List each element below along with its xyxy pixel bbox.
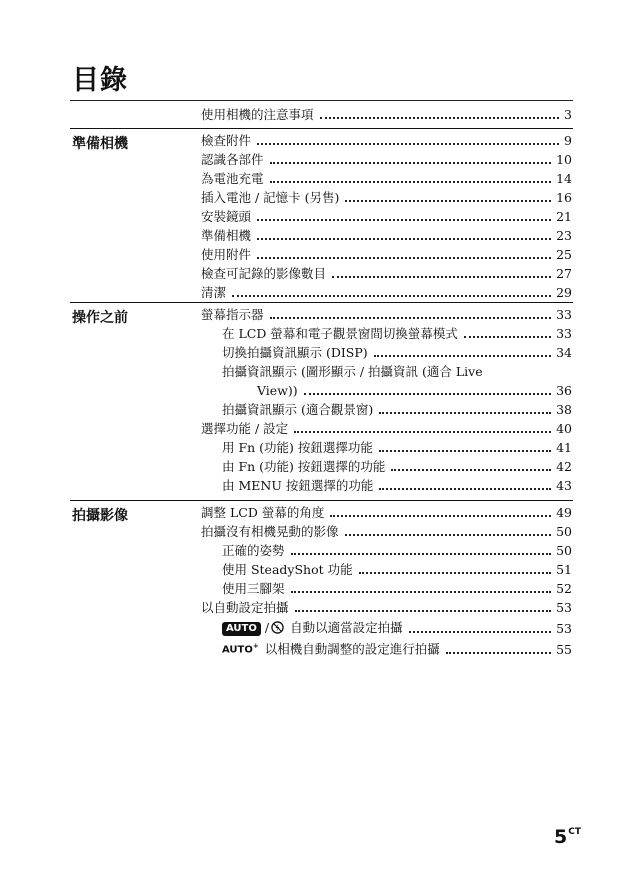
toc-entry-label: 準備相機 bbox=[201, 228, 252, 243]
dot-leader bbox=[257, 257, 551, 259]
auto-plus-sup: + bbox=[252, 641, 259, 650]
dot-leader bbox=[391, 469, 551, 471]
toc-entry-label: 以自動設定拍攝 bbox=[201, 600, 289, 615]
toc-entry-page: 27 bbox=[556, 266, 572, 281]
toc-entry-page: 53 bbox=[556, 600, 572, 615]
dot-leader bbox=[345, 534, 552, 536]
dot-leader bbox=[464, 336, 551, 338]
toc-entry-page: 29 bbox=[556, 285, 572, 300]
toc-entry-page: 49 bbox=[556, 505, 572, 520]
toc-entry-label: 使用附件 bbox=[201, 247, 252, 262]
toc-entry-page: 51 bbox=[556, 562, 572, 577]
toc-entry-page: 34 bbox=[556, 345, 572, 360]
toc-entry[interactable] bbox=[201, 204, 572, 224]
toc-entry[interactable] bbox=[201, 519, 572, 539]
toc-entry-page: 9 bbox=[564, 133, 572, 148]
dot-leader bbox=[379, 412, 551, 414]
toc-subentry[interactable] bbox=[222, 473, 572, 493]
auto-plus-mode-icon bbox=[222, 639, 259, 657]
dot-leader bbox=[379, 450, 551, 452]
toc-entry-label: 自動以適當設定拍攝 bbox=[290, 620, 403, 635]
toc-entry-label: 安裝鏡頭 bbox=[201, 209, 252, 224]
toc-entry-label: 以相機自動調整的設定進行拍攝 bbox=[264, 641, 440, 656]
toc-entry-label: 插入電池 / 記憶卡 (另售) bbox=[201, 190, 340, 205]
dot-leader bbox=[446, 652, 551, 654]
toc-entry[interactable] bbox=[201, 500, 572, 520]
toc-entry-page: 33 bbox=[556, 307, 572, 322]
dot-leader bbox=[295, 610, 552, 612]
toc-entry-label: 拍攝沒有相機晃動的影像 bbox=[201, 524, 339, 539]
toc-subentry[interactable] bbox=[222, 435, 572, 455]
toc-subentry[interactable] bbox=[222, 359, 572, 379]
toc-entry[interactable] bbox=[201, 223, 572, 243]
toc-entry-label: 螢幕指示器 bbox=[201, 307, 264, 322]
toc-entry-label: 切換拍攝資訊顯示 (DISP) bbox=[222, 345, 368, 360]
slash: / bbox=[264, 620, 270, 635]
page-number-suffix: CT bbox=[568, 827, 581, 837]
toc-entry-page: 33 bbox=[556, 326, 572, 341]
dot-leader bbox=[359, 572, 551, 574]
toc-entry-page: 40 bbox=[556, 421, 572, 436]
dot-leader bbox=[379, 488, 551, 490]
toc-entry-page: 41 bbox=[556, 440, 572, 455]
toc-subentry[interactable] bbox=[222, 576, 572, 596]
toc-entry-label: 用 Fn (功能) 按鈕選擇功能 bbox=[222, 440, 373, 455]
toc-entry-label: 為電池充電 bbox=[201, 171, 264, 186]
toc-entry-page: 14 bbox=[556, 171, 572, 186]
auto-plus-text: AUTO bbox=[222, 644, 253, 655]
toc-entry[interactable] bbox=[201, 166, 572, 186]
toc-subentry[interactable] bbox=[222, 557, 572, 577]
toc-entry-label: 拍攝資訊顯示 (圖形顯示 / 拍攝資訊 (適合 Live bbox=[222, 364, 483, 379]
page-title: 目錄 bbox=[72, 65, 128, 96]
section-title-before-operation: 操作之前 bbox=[72, 310, 128, 326]
page-number bbox=[554, 826, 581, 848]
toc-subentry-intelligent-auto[interactable] bbox=[222, 616, 572, 636]
toc-entry[interactable] bbox=[201, 595, 572, 615]
dot-leader bbox=[257, 238, 551, 240]
dot-leader bbox=[270, 181, 552, 183]
toc-entry-page: 52 bbox=[556, 581, 572, 596]
toc-entry-label: 正確的姿勢 bbox=[222, 543, 285, 558]
toc-entry-page: 53 bbox=[556, 621, 572, 636]
toc-entry[interactable] bbox=[201, 147, 572, 167]
toc-entry-page: 36 bbox=[556, 383, 572, 398]
toc-entry-label: 拍攝資訊顯示 (適合觀景窗) bbox=[222, 402, 374, 417]
toc-entry[interactable] bbox=[201, 416, 572, 436]
dot-leader bbox=[257, 143, 559, 145]
toc-entry-label: 選擇功能 / 設定 bbox=[201, 421, 289, 436]
toc-entry[interactable] bbox=[201, 128, 572, 148]
dot-leader bbox=[291, 553, 552, 555]
toc-entry[interactable] bbox=[201, 280, 572, 300]
dot-leader bbox=[294, 431, 551, 433]
toc-entry-page: 23 bbox=[556, 228, 572, 243]
toc-entry-page: 38 bbox=[556, 402, 572, 417]
toc-entry-label: 使用相機的注意事項 bbox=[201, 107, 314, 122]
toc-entry-label: 檢查附件 bbox=[201, 133, 252, 148]
toc-entry-label-group bbox=[222, 620, 403, 636]
toc-entry-label: 使用三腳架 bbox=[222, 581, 285, 596]
dot-leader bbox=[345, 200, 551, 202]
dot-leader bbox=[232, 295, 551, 297]
toc-entry-label: 由 MENU 按鈕選擇的功能 bbox=[222, 478, 374, 493]
toc-entry-page: 43 bbox=[556, 478, 572, 493]
dot-leader bbox=[330, 515, 551, 517]
dot-leader bbox=[257, 219, 551, 221]
flash-off-icon bbox=[271, 621, 284, 634]
toc-entry-page: 25 bbox=[556, 247, 572, 262]
toc-entry-page: 3 bbox=[564, 107, 572, 122]
toc-entry[interactable] bbox=[201, 185, 572, 205]
toc-entry-label: View)) bbox=[257, 383, 298, 398]
toc-entry-page: 42 bbox=[556, 459, 572, 474]
dot-leader bbox=[409, 631, 551, 633]
toc-subentry[interactable] bbox=[222, 321, 572, 341]
toc-entry-page: 55 bbox=[556, 642, 572, 657]
toc-entry-precautions[interactable] bbox=[201, 102, 572, 122]
toc-subentry-superior-auto[interactable] bbox=[222, 637, 572, 657]
toc-entry[interactable] bbox=[201, 242, 572, 262]
dot-leader bbox=[374, 355, 551, 357]
toc-subentry[interactable] bbox=[222, 397, 572, 417]
toc-entry-label: 檢查可記錄的影像數目 bbox=[201, 266, 327, 281]
toc-entry-page: 10 bbox=[556, 152, 572, 167]
toc-entry[interactable] bbox=[201, 302, 572, 322]
toc-subentry[interactable] bbox=[222, 340, 572, 360]
auto-mode-icon: AUTO bbox=[222, 622, 261, 636]
page-number-value: 5 bbox=[554, 826, 568, 848]
toc-entry-page: 21 bbox=[556, 209, 572, 224]
toc-entry-label: 使用 SteadyShot 功能 bbox=[222, 562, 353, 577]
divider bbox=[70, 100, 573, 101]
dot-leader bbox=[304, 393, 551, 395]
toc-entry-label: 由 Fn (功能) 按鈕選擇的功能 bbox=[222, 459, 386, 474]
dot-leader bbox=[332, 276, 551, 278]
toc-subentry-continued[interactable] bbox=[257, 378, 572, 398]
dot-leader bbox=[270, 317, 552, 319]
toc-entry-page: 50 bbox=[556, 543, 572, 558]
toc-entry-page: 50 bbox=[556, 524, 572, 539]
dot-leader bbox=[270, 162, 552, 164]
dot-leader bbox=[291, 591, 552, 593]
toc-entry[interactable] bbox=[201, 261, 572, 281]
toc-entry-label: 調整 LCD 螢幕的角度 bbox=[201, 505, 325, 520]
toc-entry-label: 在 LCD 螢幕和電子觀景窗間切換螢幕模式 bbox=[222, 326, 458, 341]
toc-entry-label: 認識各部件 bbox=[201, 152, 264, 167]
toc-entry-label-group bbox=[222, 639, 440, 657]
section-title-shooting-images: 拍攝影像 bbox=[72, 508, 128, 524]
dot-leader bbox=[320, 117, 560, 119]
toc-subentry[interactable] bbox=[222, 454, 572, 474]
section-title-prepare-camera: 準備相機 bbox=[72, 136, 128, 152]
toc-entry-label: 清潔 bbox=[201, 285, 227, 300]
toc-subentry[interactable] bbox=[222, 538, 572, 558]
toc-entry-page: 16 bbox=[556, 190, 572, 205]
